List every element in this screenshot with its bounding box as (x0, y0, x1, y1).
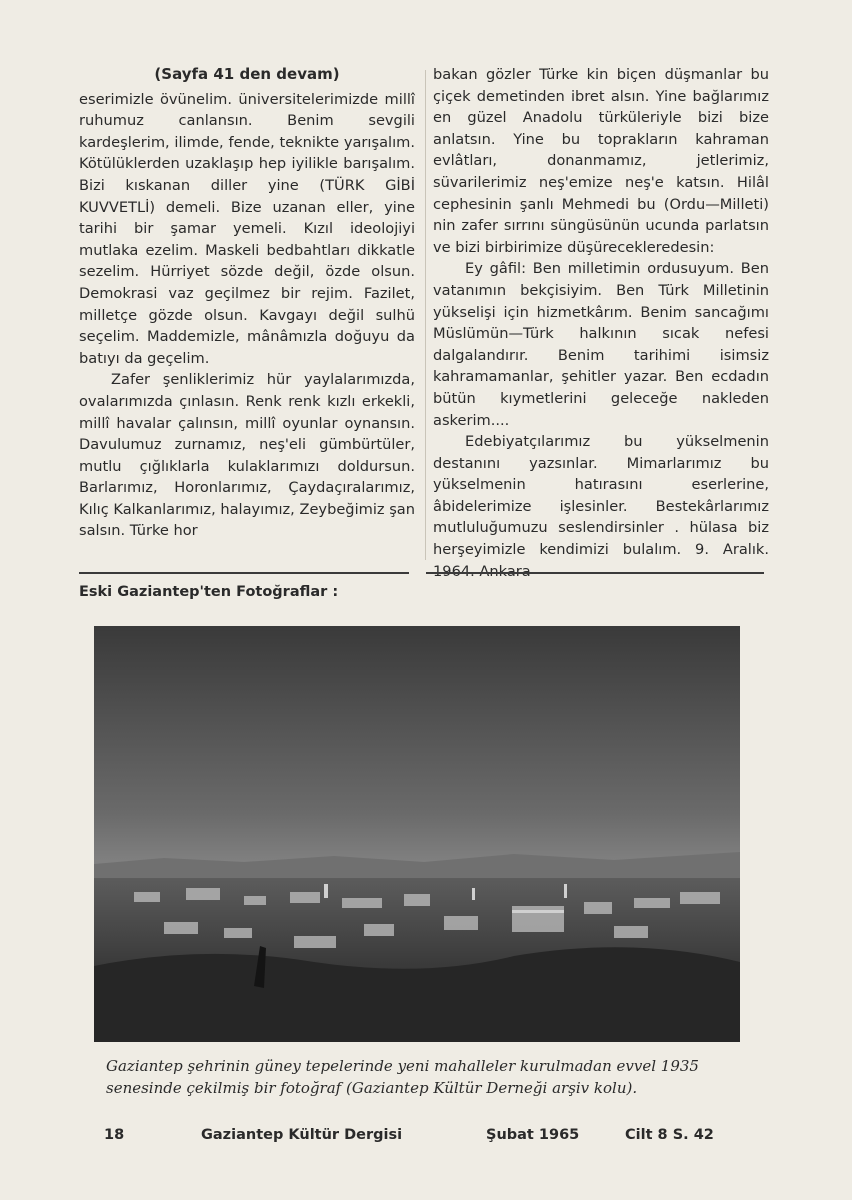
issue-date: Şubat 1965 (486, 1127, 580, 1143)
journal-name: Gaziantep Kültür Dergisi (201, 1127, 403, 1143)
section-rule-left (79, 572, 409, 574)
article-paragraph: Zafer şenliklerimiz hür yaylalarımızda, ovalarımızda çınlasın. Renk renk kızlı erkekli, millî havalar çalınsın, millî oyunlar oynansın. Davulumuz zurnamız, neş'eli gümbürtüler, mutlu çığlıklarla kulaklarımızı doldursun. Barlarımız, Horonlarımız, Çaydaçıralarımız, Kılıç Kalkanlarımız, halayımız, Zeybeğimiz şan salsın. Türke hor (79, 371, 415, 540)
photo-section-title: Eski Gaziantep'ten Fotoğraflar : (79, 584, 339, 600)
article-paragraph: eserimizle övünelim. üniversitelerimizde millî ruhumuz canlansın. Benim sevgili kardeşlerim, ilimde, fende, teknikte yarışalım. Kötülüklerden uzaklaşıp hep iyilikle barışalım. Bizi kıskanan diller yine (TÜRK GİBİ KUVVETLİ) demeli. Bize uzanan eller, yine tarihi bir şamar yemeli. Kızıl ideolojiyi mutlaka ezelim. Maskeli bedbahtları dikkatle sezelim. Hürriyet sözde değil, özde olsun. Demokrasi vaz geçilmez bir rejim. Fazilet, milletçe gözde olsun. Kavgayı değil sulhü seçelim. Maddemizle, mânâmızla doğuyu da batıyı da geçelim. (79, 90, 415, 367)
section-rule-right (426, 572, 764, 574)
continued-from-heading: (Sayfa 41 den devam) (154, 65, 340, 83)
historic-city-photo (94, 626, 740, 1042)
city-panorama-image (94, 626, 740, 1042)
article-paragraph: bakan gözler Türke kin biçen düşmanlar bu çiçek demetinden ibret alsın. Yine bağlarımız en güzel Anadolu türküleriyle bizi bize anlatsın. Yine bu toprakların kahraman evlâtları, donanmamız, jetlerimiz, süvarilerimiz neş'emize neş'e katsın. Hilâl cephesinin şanlı Mehmedi bu (Ordu—Milleti) nin zafer sırrını süngüsünün ucunda parlatsın ve bizi birbirimize düşürecekleredesin: (433, 66, 769, 256)
issue-volume: Cilt 8 S. 42 (625, 1127, 714, 1143)
article-left-column (79, 64, 415, 542)
article-paragraph: Ey gâfil: Ben milletimin ordusuyum. Ben vatanımın bekçisiyim. Ben Türk Milletinin yükselişi için hizmetkârım. Benim sancağımı Müslümün—Türk halkının sıcak nefesi dalgalandırır. Benim tarihimi isimsiz kahramamanlar, şehitler yazar. Ben ecdadın bütün kıymetlerini geleceğe nakleden askerim.... (433, 260, 769, 429)
article-right-column (433, 64, 769, 582)
article-paragraph: Edebiyatçılarımız bu yükselmenin destanını yazsınlar. Mimarlarımız bu yükselmenin hatırasını eserlerine, âbidelerimize işlesinler. Bestekârlarımız mutluluğumuzu seslendirsinler . hülasa biz herşeyimizle kendimizi bulalım. 9. Aralık. 1964. Ankara (433, 433, 769, 580)
photo-caption: Gaziantep şehrinin güney tepelerinde yeni mahalleler kurulmadan evvel 1935 senesinde çekilmiş bir fotoğraf (Gaziantep Kültür Derneği arşiv kolu). (106, 1057, 699, 1097)
page-number: 18 (104, 1127, 125, 1143)
column-divider (425, 70, 426, 560)
